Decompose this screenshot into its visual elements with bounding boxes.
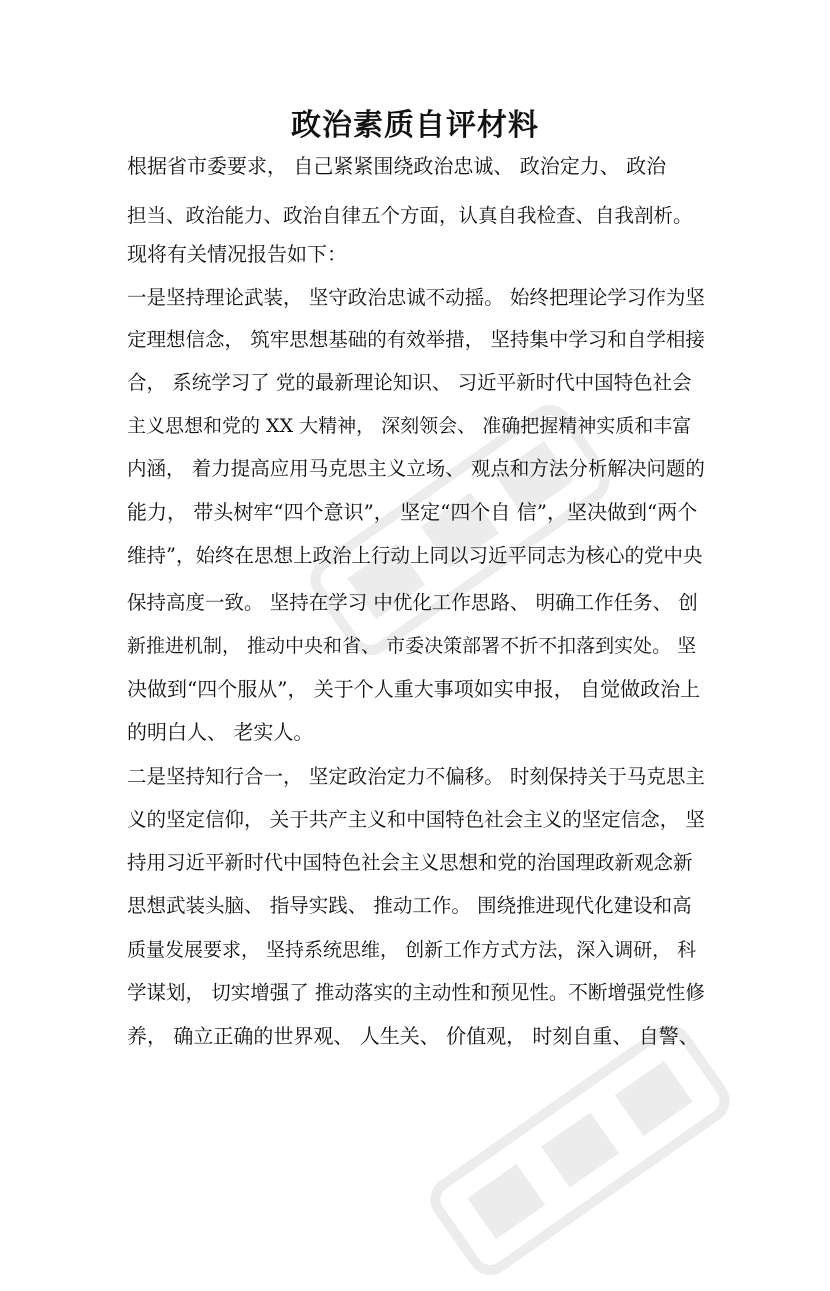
paragraph-line: 现将有关情况报告如下： — [127, 242, 347, 266]
paragraph-line: 养， 确立正确的世界观、 人生关、 价值观， 时刻自重、 自警、 — [127, 1024, 699, 1048]
paragraph-line: 一是坚持理论武装， 坚守政治忠诚不动摇。 始终把理论学习作为坚 — [127, 286, 705, 309]
watermark-logo-bottom — [415, 1009, 746, 1291]
paragraph-line: 主义思想和党的 XX 大精神， 深刻领会、 准确把握精神实质和丰富 — [127, 415, 692, 437]
paragraph-line: 学谋划， 切实增强了 推动落实的主动性和预见性。不断增强党性修 — [127, 981, 705, 1004]
paragraph-line: 合， 系统学习了 党的最新理论知识、 习近平新时代中国特色社会 — [127, 371, 692, 394]
paragraph-line: 决做到“四个服从”， 关于个人重大事项如实申报， 自觉做政治上 — [127, 677, 701, 701]
paragraph-line: 持用习近平新时代中国特色社会主义思想和党的治国理政新观念新 — [127, 851, 693, 874]
paragraph-line: 的明白人、 老实人。 — [127, 720, 314, 744]
paragraph-line: 新推进机制， 推动中央和省、 市委决策部署不折不扣落到实处。 坚 — [127, 635, 697, 657]
document-title: 政治素质自评材料 — [291, 108, 539, 143]
paragraph-line: 思想武装头脑、 指导实践、 推动工作。 围绕推进现代化建设和高 — [127, 894, 692, 917]
paragraph-line: 能力， 带头树牢“四个意识”， 坚定“四个自 信”，坚决做到“两个 — [127, 500, 698, 524]
paragraph-line: 保持高度一致。 坚持在学习 中优化工作思路、 明确工作任务、 创 — [127, 591, 698, 614]
paragraph-line: 维持”，始终在思想上政治上行动上同以习近平同志为核心的党中央 — [127, 544, 703, 567]
paragraph-line: 内涵， 着力提高应用马克思主义立场、 观点和方法分析解决问题的 — [127, 457, 705, 480]
paragraph-line: 质量发展要求， 坚持系统思维， 创新工作方式方法，深入调研， 科 — [127, 939, 697, 961]
paragraph-line: 义的坚定信仰， 关于共产主义和中国特色社会主义的坚定信念， 坚 — [127, 808, 705, 831]
paragraph-line: 定理想信念， 筑牢思想基础的有效举措， 坚持集中学习和自学相接 — [127, 328, 705, 351]
paragraph-line: 根据省市委要求， 自己紧紧围绕政治忠诚、 政治定力、 政治 — [127, 154, 667, 178]
paragraph-line: 担当、政治能力、政治自律五个方面，认真自我检查、自我剖析。 — [127, 204, 693, 227]
paragraph-line: 二是坚持知行合一， 坚定政治定力不偏移。 时刻保持关于马克思主 — [127, 765, 705, 788]
